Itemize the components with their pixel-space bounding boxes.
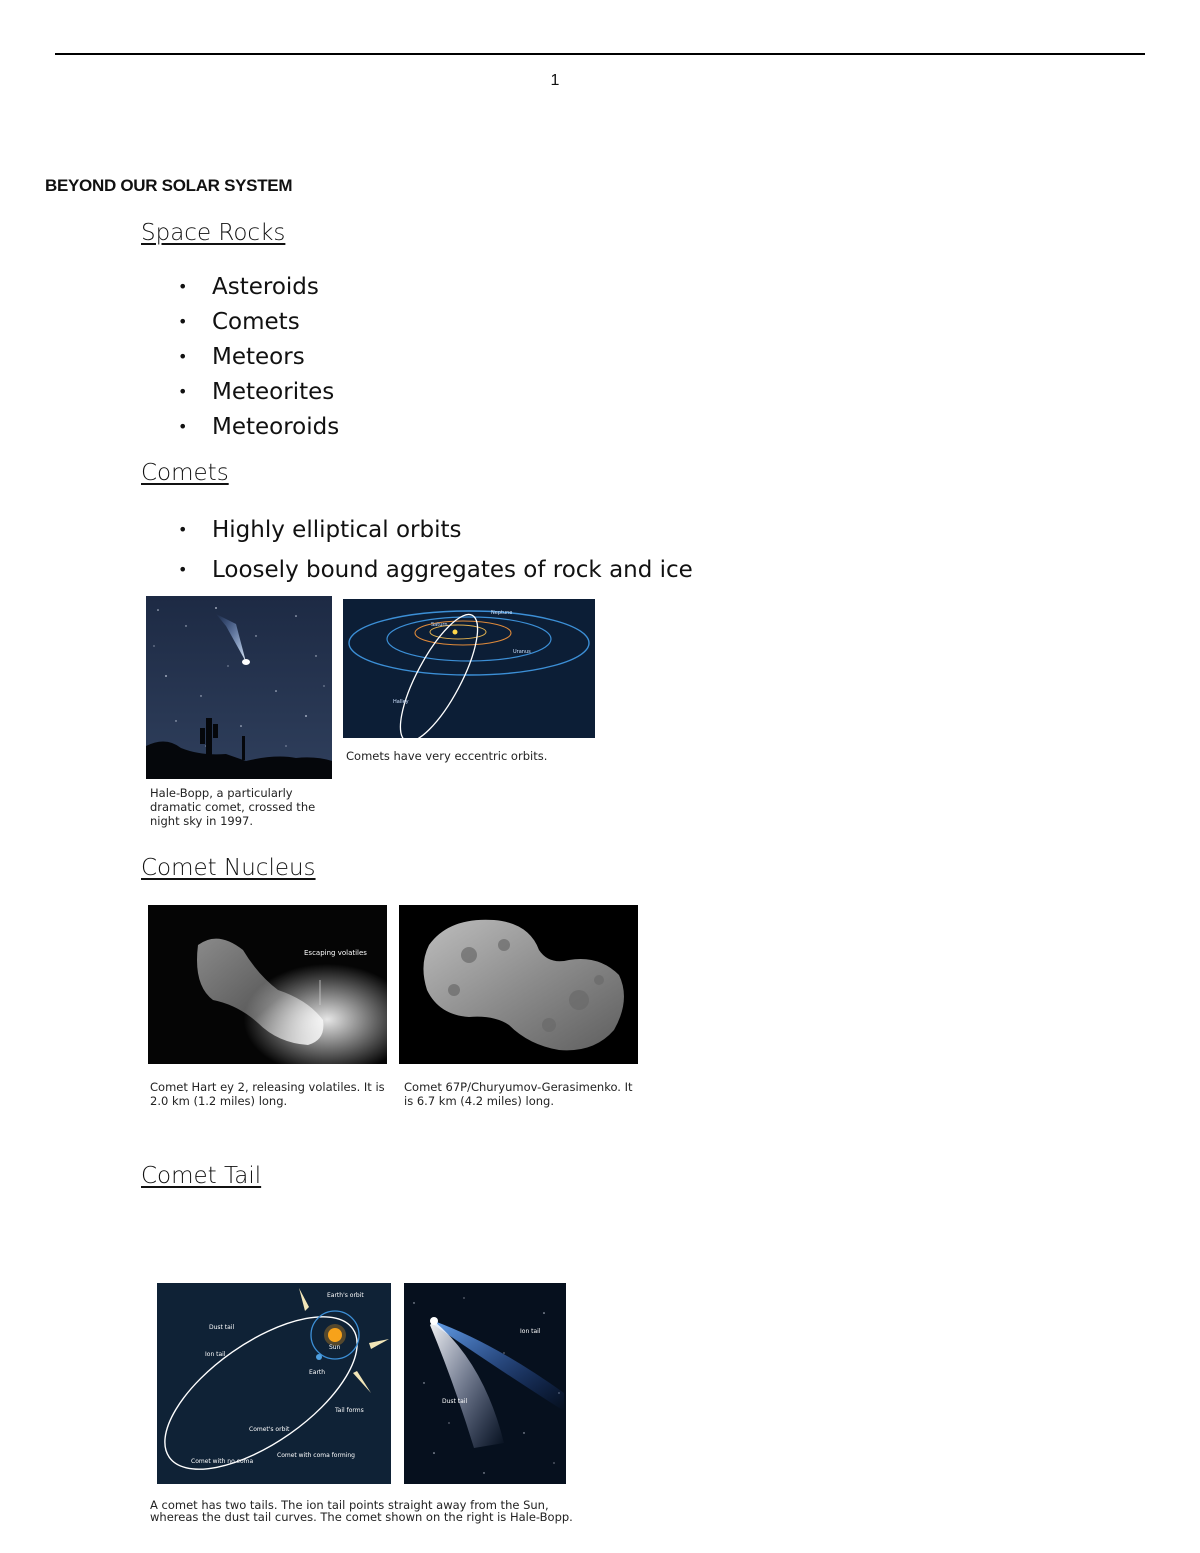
heading-space-rocks: Space Rocks xyxy=(141,220,286,246)
orbit-diagram xyxy=(343,599,595,738)
earth-label: Earth xyxy=(309,1369,326,1376)
bullet-icon: • xyxy=(178,417,188,436)
page-number: 1 xyxy=(550,72,560,89)
bullet-icon: • xyxy=(178,312,188,331)
comet-tail-photo xyxy=(404,1283,566,1484)
photo-ion-tail-label: Ion tail xyxy=(520,1328,541,1335)
comet-coma-forming-label: Comet with coma forming xyxy=(277,1452,355,1459)
list-item: • Meteors xyxy=(178,340,339,375)
earths-orbit-label: Earth's orbit xyxy=(327,1292,364,1299)
hartley-caption: Comet Hart ey 2, releasing volatiles. It is 2.0 km (1.2 miles) long. xyxy=(150,1080,385,1108)
bullet-icon: • xyxy=(178,382,188,401)
saturn-label: Saturn xyxy=(431,622,448,628)
bullet-icon: • xyxy=(178,520,188,539)
comets-list xyxy=(178,510,693,590)
escaping-volatiles-label: Escaping volatiles xyxy=(304,949,367,957)
tail-forms-label: Tail forms xyxy=(335,1407,364,1414)
list-item: • Asteroids xyxy=(178,270,339,305)
hartley-photo xyxy=(148,905,387,1064)
heading-comets: Comets xyxy=(141,460,229,486)
halley-label: Halley xyxy=(393,699,409,705)
header-rule xyxy=(55,53,1145,55)
heading-comet-nucleus: Comet Nucleus xyxy=(141,855,316,881)
sun-label: Sun xyxy=(329,1344,341,1351)
hale-bopp-caption: Hale-Bopp, a particularly dramatic comet, crossed the night sky in 1997. xyxy=(150,786,316,828)
tails-caption: A comet has two tails. The ion tail points straight away from the Sun, whereas the dust tail curves. The comet shown on the right is Hale-Bopp. xyxy=(150,1498,573,1524)
list-item: • Loosely bound aggregates of rock and ice xyxy=(178,550,693,590)
space-rocks-list xyxy=(178,270,339,445)
list-item: • Meteorites xyxy=(178,375,339,410)
heading-comet-tail: Comet Tail xyxy=(141,1163,262,1189)
churyumov-caption: Comet 67P/Churyumov-Gerasimenko. It is 6.7 km (4.2 miles) long. xyxy=(404,1080,633,1108)
dust-tail-label: Dust tail xyxy=(209,1324,235,1331)
list-item: • Highly elliptical orbits xyxy=(178,510,693,550)
comet-tail-diagram xyxy=(157,1283,391,1484)
hale-bopp-photo xyxy=(146,596,332,779)
bullet-icon: • xyxy=(178,347,188,366)
bullet-icon: • xyxy=(178,277,188,296)
neptune-label: Neptune xyxy=(491,610,513,616)
orbit-caption: Comets have very eccentric orbits. xyxy=(346,749,548,763)
uranus-label: Uranus xyxy=(513,649,531,655)
ion-tail-label: Ion tail xyxy=(205,1351,226,1358)
list-item: • Meteoroids xyxy=(178,410,339,445)
churyumov-photo xyxy=(399,905,638,1064)
document-title: BEYOND OUR SOLAR SYSTEM xyxy=(45,176,293,195)
photo-dust-tail-label: Dust tail xyxy=(442,1398,468,1405)
comets-orbit-label: Comet's orbit xyxy=(249,1426,290,1433)
bullet-icon: • xyxy=(178,560,188,579)
comet-no-coma-label: Comet with no coma xyxy=(191,1458,254,1465)
list-item: • Comets xyxy=(178,305,339,340)
